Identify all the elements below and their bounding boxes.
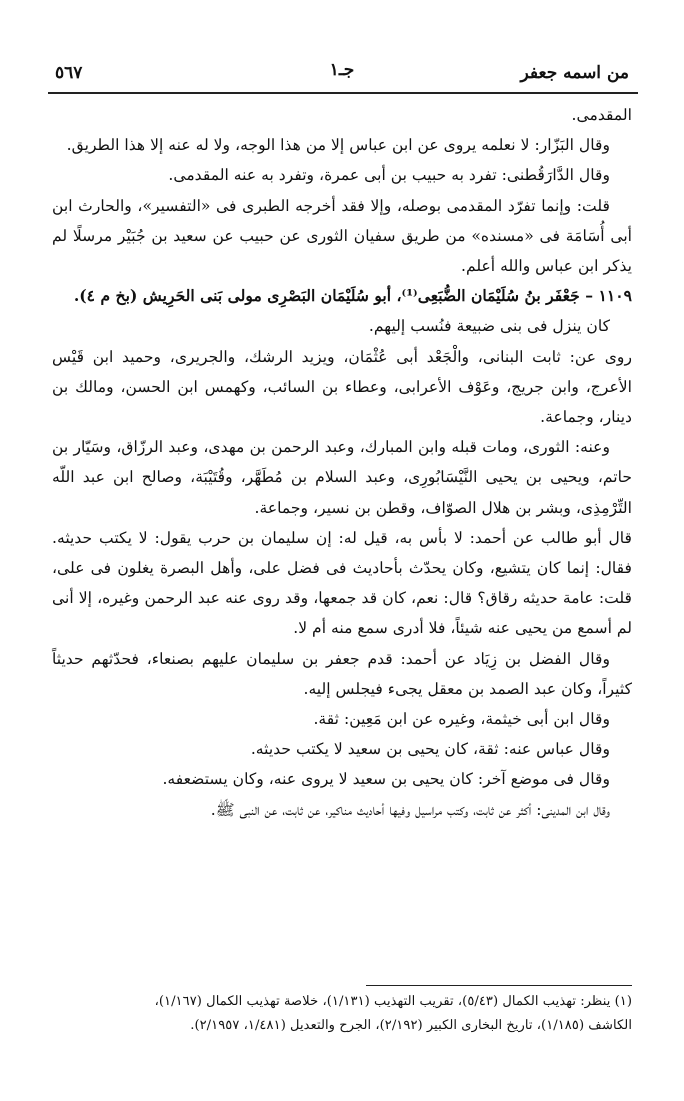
paragraph: وقال الفضل بن زِيَاد عن أحمد: قدم جعفر بن سليمان عليهم بصنعاء، فحدّثهم حديثاً كثيراً، وكان عبد الصمد بن معقل يجىء فيجلس إليه. — [52, 649, 632, 698]
paragraph: قال أبو طالب عن أحمد: لا بأس به، قيل له: إن سليمان بن حرب يقول: لا يكتب حديثه. فقال: إنما كان يتشيع، وكان يحدّث بأحاديث فى فضل على، وأهل البصرة يغلون فى على، قلت: عامة حديثه رقاق؟ قال: نعم، كان قد جمعها، وقد روى عنه عبد الرحمن وغيره، إلا أنى لم أسمع من يحيى عنه شيئاً، فلا أدرى سمع منه أم لا. — [52, 528, 632, 638]
footnote-line: (١) ينظر: تهذيب الكمال (٥/٤٣)، تقريب التهذيب (١/١٣١)، خلاصة تهذيب الكمال (١/١٦٧)، — [154, 994, 632, 1009]
volume-label: جـ١ — [329, 60, 355, 80]
footnote-rule — [366, 985, 632, 986]
paragraph: وعنه: الثورى، ومات قبله وابن المبارك، وعبد الرحمن بن مهدى، وعبد الرزّاق، وسَيّار بن حاتم، ويحيى بن يحيى النَّيْسَابُورِى، وعبد السلام بن مُطَهَّر، وقُتَيْبَة، وصالح ابن عبد اللّه التِّرْمِذِى، وبشر بن هلال الصوّاف، وقطن بن نسير، وجماعة. — [52, 438, 632, 517]
footnote-line: الكاشف (١/١٨٥)، تاريخ البخارى الكبير (٢/١٩٢)، الجرح والتعديل (١/٤٨١، ٢/١٩٥٧). — [190, 1018, 632, 1033]
entry-heading: ١١٠٩ – جَعْفَر بنُ سُلَيْمَان الضُّبَعِى⁽¹⁾، أبو سُلَيْمَان البَصْرِى مولى بَنى الحَرِيش (بخ م ٤). — [73, 286, 632, 306]
footnotes — [52, 990, 632, 1038]
header-rule — [48, 92, 638, 94]
paragraph: قلت: وإنما تفرّد المقدمى بوصله، وإلا فقد أخرجه الطبرى فى «التفسير»، والحارث ابن أبى أُسَامَة فى «مسنده» من طريق سفيان الثورى عن حبيب عن سعيد بن جُبَيْر مرسلًا لم يذكر ابن عباس والله أعلم. — [52, 196, 632, 276]
paragraph: وقال البَزّار: لا نعلمه يروى عن ابن عباس إلا من هذا الوجه، ولا له عنه إلا هذا الطريق. — [66, 136, 610, 155]
paragraph: وقال ابن أبى خيثمة، وغيره عن ابن مَعِين: ثقة. — [313, 710, 610, 729]
paragraph: وقال عباس عنه: ثقة، كان يحيى بن سعيد لا يكتب حديثه. — [250, 740, 610, 759]
page-body — [52, 100, 632, 825]
running-title: من اسمه جعفر — [520, 63, 629, 83]
paragraph: وقال ابن المدينى: أكثر عن ثابت، وكتب مراسيل وفيها أحاديث مناكير، عن ثابت، عن النبى ﷺ. — [210, 800, 610, 819]
page-number: ٥٦٧ — [55, 63, 83, 83]
paragraph: وقال فى موضع آخر: كان يحيى بن سعيد لا يروى عنه، وكان يستضعفه. — [162, 770, 610, 789]
paragraph: كان ينزل فى بنى ضبيعة فنُسب إليهم. — [368, 317, 610, 336]
paragraph: وقال الدَّارَقُطنى: تفرد به حبيب بن أبى عمرة، وتفرد به عنه المقدمى. — [168, 166, 610, 185]
paragraph: المقدمى. — [571, 106, 632, 124]
page-header — [55, 58, 629, 88]
paragraph: روى عن: ثابت البنانى، والْجَعْد أبى عُثْمَان، ويزيد الرشك، والجريرى، وحميد ابن قَيْس الأعرج، وابن جريج، وعَوْف الأعرابى، وعطاء بن السائب، وكهمس ابن الحسن، ومالك بن دينار، وجماعة. — [52, 347, 632, 427]
